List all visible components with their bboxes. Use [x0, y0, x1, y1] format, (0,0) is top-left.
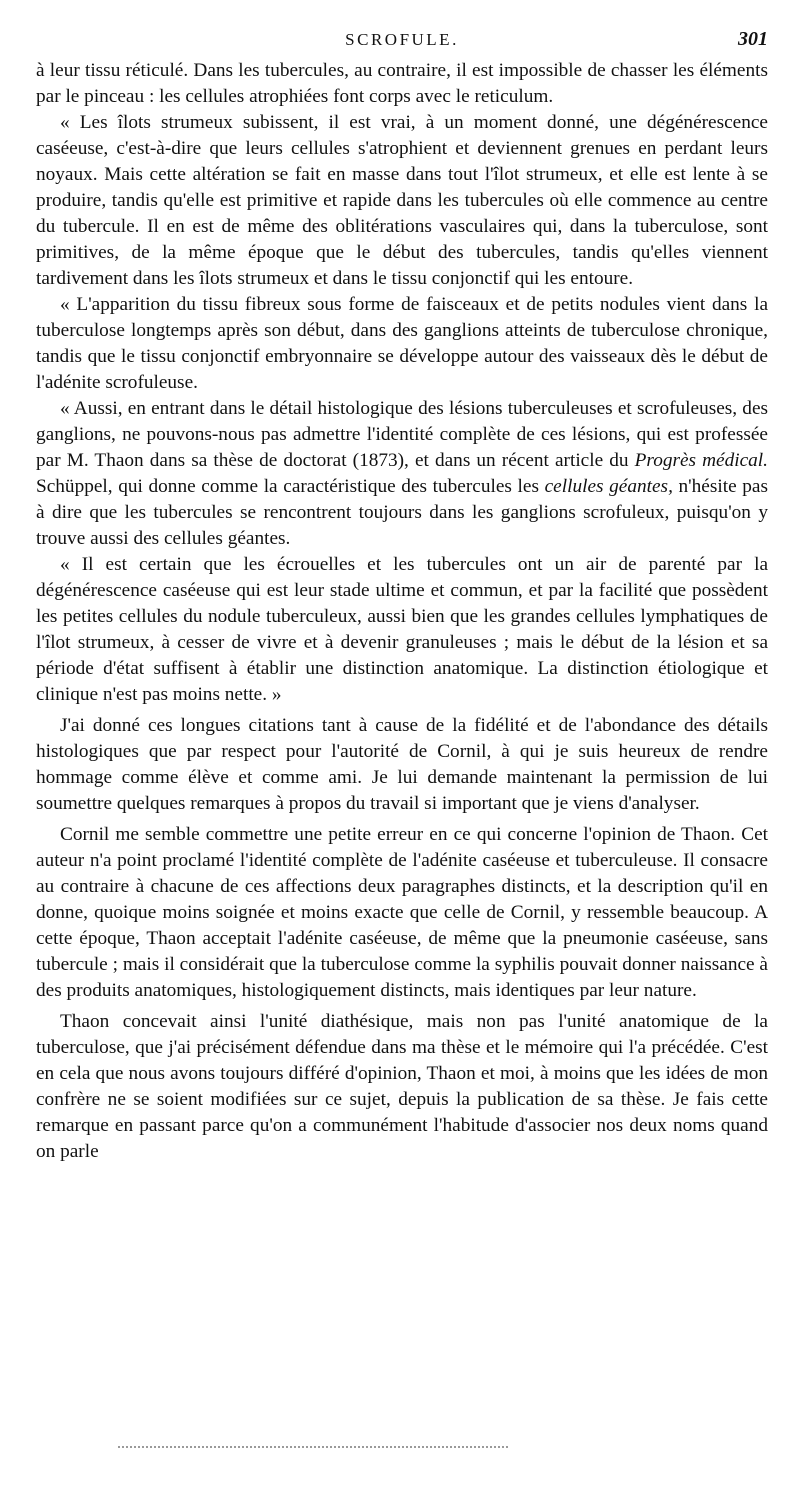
journal-title: Progrès médical. — [634, 450, 768, 471]
giant-cells-term: cellules géantes, — [544, 476, 673, 497]
running-head — [36, 26, 768, 58]
book-page — [36, 26, 768, 1165]
bottom-dotted-rule — [118, 1446, 508, 1448]
paragraph-citations: J'ai donné ces longues citations tant à cause de la fidélité et de l'abondance des détails histologiques que par respect pour l'autorité de Cornil, à qui je suis heureux de rendre hommage comme élève et comme ami. Je lui demande maintenant la permission de lui soumettre quelques remarques à propos du travail si important que je viens d'analyser. — [36, 715, 768, 814]
paragraph-quote-fibrous-tissue: « L'apparition du tissu fibreux sous forme de faisceaux et de petits nodules vient dans la tuberculose longtemps après son début, dans des ganglions atteints de tuberculose chronique, tandis que le tissu conjonctif embryonnaire se développe autour des vaisseaux dès le début de l'adénite scrofuleuse. — [36, 294, 768, 393]
paragraph-quote-parentage: « Il est certain que les écrouelles et les tubercules ont un air de parenté par la dégénérescence caséeuse qui est leur stade ultime et commun, et par la facilité que possèdent les petites cellules du nodule tuberculeux, aussi bien que les grandes cellules lymphatiques de l'îlot strumeux, à cesser de vivre et à devenir granuleuses ; mais le début de la lésion et sa période d'état suffisent à établir une distinction anatomique. La distinction étiologique et clinique n'est pas moins nette. » — [36, 554, 768, 705]
body-text — [36, 58, 768, 1165]
paragraph-quote-strumous-islets: « Les îlots strumeux subissent, il est vrai, à un moment donné, une dégénérescence caséeuse, c'est-à-dire que leurs cellules s'atrophient et deviennent grenues en perdant leurs noyaux. Mais cette altération se fait en masse dans tout l'îlot strumeux, et elle est lente à se produire, tandis qu'elle est primitive et rapide dans les tubercules où elle commence au centre du tubercule. Il en est de même des oblitérations vasculaires qui, dans la tuberculose, sont primitives, de la même époque que le début des tubercules, tandis qu'elles viennent tardivement dans les îlots strumeux et dans le tissu conjonctif qui les entoure. — [36, 112, 768, 289]
paragraph-cornil-error: Cornil me semble commettre une petite erreur en ce qui concerne l'opinion de Thaon. Cet auteur n'a point proclamé l'identité complète de l'adénite caséeuse et tuberculeuse. Il consacre au contraire à chacune de ces affections deux paragraphes distincts, et la description qu'il en donne, quoique moins soignée et moins exacte que celle de Cornil, y ressemble beaucoup. A cette époque, Thaon acceptait l'adénite caséeuse, de même que la pneumonie caséeuse, sans tubercule ; mais il considérait que la tuberculose comme la syphilis pouvait donner naissance à des produits anatomiques, histologiquement distincts, mais identiques par leur nature. — [36, 824, 768, 1001]
paragraph-quote-identity — [36, 396, 768, 552]
paragraph-text-part: Schüppel, qui donne comme la caractéristique des tubercules les — [36, 476, 545, 497]
paragraph-text-part: n'hésite pas à dire que les tubercules se rencontrent toujours dans les ganglions scrofuleux, puisqu'on y trouve aussi des cellules géantes. — [36, 476, 768, 549]
running-head-title: SCROFULE. — [345, 30, 459, 49]
paragraph-text-part: « Aussi, en entrant dans le détail histologique des lésions tuberculeuses et scrofuleuses, des ganglions, ne pouvons-nous pas admettre l'identité complète de ces lésions, qui est professée par M. Thaon dans sa thèse de doctorat (1873), et dans un récent article du — [36, 398, 768, 471]
paragraph-continuation: à leur tissu réticulé. Dans les tubercules, au contraire, il est impossible de chasser les éléments par le pinceau : les cellules atrophiées font corps avec le reticulum. — [36, 60, 768, 107]
page-number: 301 — [738, 28, 768, 50]
paragraph-thaon-unity: Thaon concevait ainsi l'unité diathésique, mais non pas l'unité anatomique de la tuberculose, que j'ai précisément défendue dans ma thèse et le mémoire qui l'a précédée. C'est en cela que nous avons toujours différé d'opinion, Thaon et moi, à moins que les idées de mon confrère ne se soient modifiées sur ce sujet, depuis la publication de sa thèse. Je fais cette remarque en passant parce qu'on a communément l'habitude d'associer nos deux noms quand on parle — [36, 1011, 768, 1162]
